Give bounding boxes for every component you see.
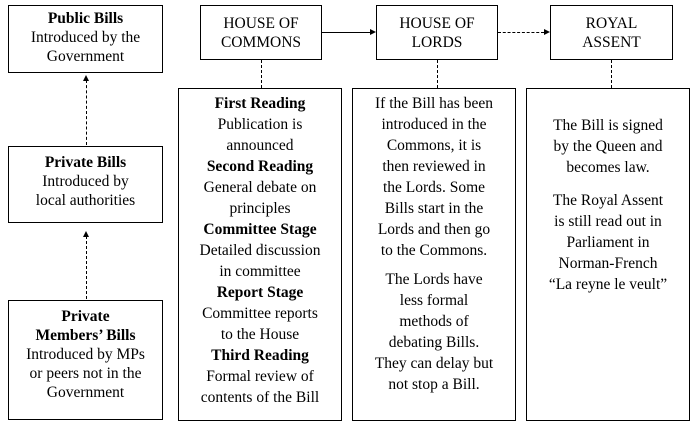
arrow-commons-to-lords xyxy=(322,32,370,33)
private-members-title-1: Private xyxy=(61,308,110,325)
assent-p2-line-4: Norman-French xyxy=(558,255,658,272)
private-bills-box xyxy=(8,146,163,223)
royal-assent-line-2: ASSENT xyxy=(582,33,641,51)
private-members-line-1: Introduced by MPs xyxy=(26,346,145,363)
stage-first-reading-line-2: announced xyxy=(226,137,294,154)
lords-detail-box xyxy=(352,88,516,421)
stage-committee-line-1: Detailed discussion xyxy=(199,242,321,259)
lords-p2-line-1: The Lords have xyxy=(385,271,483,288)
assent-p2-line-3: Parliament in xyxy=(566,234,650,251)
assent-detail-box xyxy=(526,88,690,421)
lords-p1-line-6: Bills start in the xyxy=(384,200,484,217)
private-members-line-2: or peers not in the xyxy=(29,365,142,382)
lords-p2-line-2: less formal xyxy=(399,292,469,309)
assent-p2-line-1: The Royal Assent xyxy=(552,192,664,209)
stage-third-reading-line-2: contents of the Bill xyxy=(200,389,320,406)
lords-para-2 xyxy=(353,269,515,395)
connector-assent xyxy=(611,60,612,88)
house-of-commons-box xyxy=(200,5,322,60)
assent-p1-line-2: by the Queen and xyxy=(553,138,663,155)
house-of-lords-line-2: LORDS xyxy=(411,33,463,51)
lords-p1-line-7: Lords and then go xyxy=(377,221,491,238)
lords-p2-line-3: methods of xyxy=(399,313,469,330)
lords-p1-line-2: introduced in the xyxy=(381,116,487,133)
public-bills-line-1: Introduced by the xyxy=(30,29,141,46)
public-bills-line-2: Government xyxy=(46,48,125,65)
lords-p1-line-1: If the Bill has been xyxy=(375,95,493,112)
lords-p2-line-5: They can delay but xyxy=(374,355,494,372)
royal-assent-box xyxy=(550,5,673,60)
arrow-private-to-public xyxy=(86,80,87,145)
lords-p1-line-4: then reviewed in xyxy=(382,158,486,175)
private-members-title-2: Members’ Bills xyxy=(35,327,136,344)
assent-para-2 xyxy=(527,190,689,295)
assent-p2-line-2: is still read out in xyxy=(554,213,662,230)
stage-report-line-2: to the House xyxy=(220,326,300,343)
public-bills-title: Public Bills xyxy=(47,10,124,27)
connector-lords xyxy=(437,60,438,88)
stage-second-reading-line-1: General debate on xyxy=(203,179,317,196)
stage-second-reading-line-2: principles xyxy=(229,200,291,217)
arrow-head-commons-to-lords xyxy=(370,29,376,35)
connector-commons xyxy=(261,60,262,88)
stage-report: Report Stage xyxy=(216,284,304,301)
private-bills-line-2: local authorities xyxy=(35,192,136,209)
arrow-members-to-private xyxy=(86,236,87,299)
assent-p1-line-3: becomes law. xyxy=(566,159,650,176)
lords-p2-line-4: debating Bills. xyxy=(388,334,480,351)
stage-first-reading: First Reading xyxy=(214,95,306,112)
stage-committee: Committee Stage xyxy=(203,221,317,238)
stage-first-reading-line-1: Publication is xyxy=(217,116,303,133)
arrow-head-lords-to-assent xyxy=(544,29,550,35)
stage-committee-line-2: in committee xyxy=(219,263,301,280)
private-members-line-3: Government xyxy=(46,384,125,401)
house-of-lords-line-1: HOUSE OF xyxy=(399,14,475,32)
house-of-commons-line-2: COMMONS xyxy=(220,33,302,51)
assent-para-1 xyxy=(527,115,689,178)
private-bills-line-1: Introduced by xyxy=(42,173,129,190)
stage-third-reading: Third Reading xyxy=(211,347,309,364)
house-of-lords-box xyxy=(376,5,498,60)
private-bills-title: Private Bills xyxy=(44,154,127,171)
assent-p2-line-5: “La reyne le veult” xyxy=(548,276,668,293)
private-members-bills-box xyxy=(8,300,163,420)
commons-detail-box xyxy=(178,88,342,421)
lords-p1-line-8: to the Commons. xyxy=(380,242,488,259)
arrow-head-private-to-public xyxy=(83,75,89,81)
arrow-head-members-to-private xyxy=(83,231,89,237)
arrow-lords-to-assent xyxy=(498,32,544,33)
lords-para-1 xyxy=(353,93,515,261)
assent-p1-line-1: The Bill is signed xyxy=(553,117,663,134)
stage-report-line-1: Committee reports xyxy=(202,305,318,322)
stage-second-reading: Second Reading xyxy=(206,158,314,175)
lords-p1-line-3: Commons, it is xyxy=(386,137,482,154)
royal-assent-line-1: ROYAL xyxy=(585,14,638,32)
public-bills-box xyxy=(8,5,163,73)
stage-third-reading-line-1: Formal review of xyxy=(206,368,314,385)
lords-p2-line-6: not stop a Bill. xyxy=(388,376,480,393)
house-of-commons-line-1: HOUSE OF xyxy=(223,14,299,32)
lords-p1-line-5: the Lords. Some xyxy=(382,179,486,196)
